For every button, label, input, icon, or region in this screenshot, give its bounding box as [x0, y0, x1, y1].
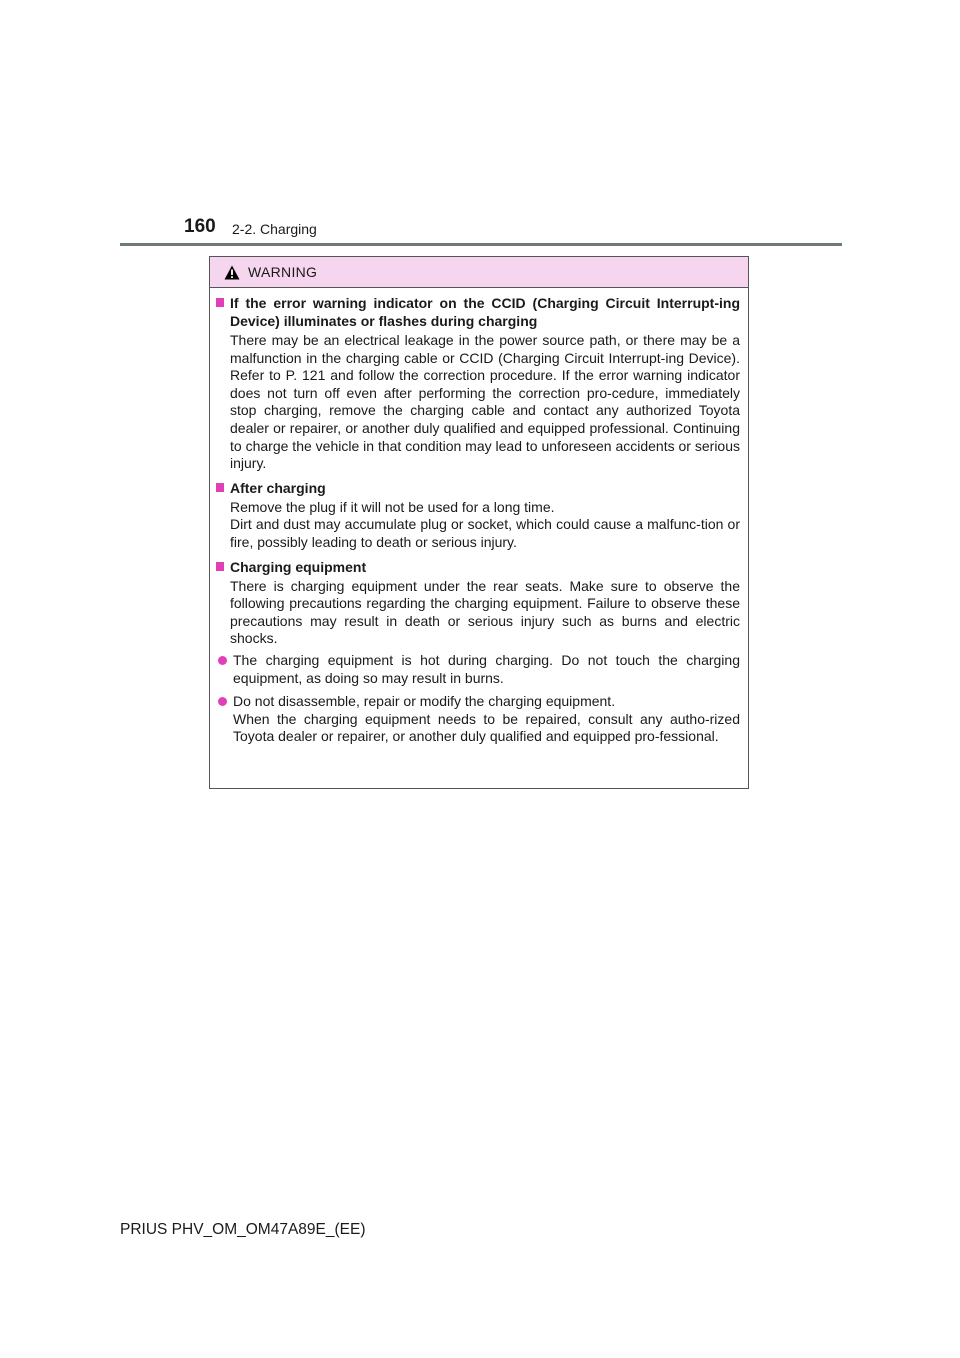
sub-item-text [233, 652, 740, 687]
sub-item-line: Do not disassemble, repair or modify the charging equipment. [233, 693, 616, 710]
sub-item-line: When the charging equipment needs to be repaired, consult any autho-rized Toyota dealer or repairer, or another duly qualified and equipped pro-fessional. [233, 710, 740, 745]
item-title-text: If the error warning indicator on the CCID (Charging Circuit Interrupt-ing Device) illuminates or flashes during charging [230, 295, 740, 329]
dot-bullet-icon [218, 656, 227, 665]
warning-triangle-icon [224, 265, 240, 280]
sub-item-line: The charging equipment is hot during charging. Do not touch the charging equipment, as doing so may result in burns. [233, 651, 740, 686]
sub-item-text [233, 693, 740, 746]
warning-label: WARNING [248, 264, 318, 280]
sub-list-item [216, 652, 740, 687]
section-title: 2-2. Charging [232, 221, 317, 237]
warning-item [216, 294, 740, 473]
dot-bullet-icon [218, 697, 227, 706]
warning-item [216, 479, 740, 552]
page-number: 160 [184, 216, 216, 237]
sub-list-item [216, 693, 740, 746]
square-bullet-icon [216, 562, 224, 571]
item-paragraph: Remove the plug if it will not be used for a long time. [230, 498, 555, 515]
item-title [216, 479, 740, 497]
item-paragraph: There may be an electrical leakage in the power source path, or there may be a malfunction in the charging cable or CCID (Charging Circuit Interrupt-ing Device). Refer to P. 121 and follow the correction procedure. If the error warning indicator does not turn off even after performing the correction pro-cedure, immediately stop charging, remove the charging cable and contact any authorized Toyota dealer or repairer, or another duly qualified and equipped professional. Continuing to charge the vehicle in that condition may lead to unforeseen accidents or serious injury. [230, 332, 740, 472]
item-title-text: Charging equipment [230, 558, 367, 575]
footer-doc-code: PRIUS PHV_OM_OM47A89E_(EE) [120, 1221, 366, 1238]
square-bullet-icon [216, 298, 224, 307]
warning-body [210, 288, 748, 746]
item-title [216, 558, 740, 576]
header-rule [120, 243, 842, 246]
item-title-text: After charging [230, 479, 326, 496]
item-title [216, 294, 740, 330]
warning-header [210, 257, 748, 288]
warning-box [209, 256, 749, 789]
warning-item [216, 558, 740, 746]
item-paragraph: Dirt and dust may accumulate plug or socket, which could cause a malfunc-tion or fire, possibly leading to death or serious injury. [230, 516, 740, 550]
square-bullet-icon [216, 483, 224, 492]
item-paragraph: There is charging equipment under the rear seats. Make sure to observe the following precautions regarding the charging equipment. Failure to observe these precautions may result in death or serious injury such as burns and electric shocks. [230, 577, 740, 647]
